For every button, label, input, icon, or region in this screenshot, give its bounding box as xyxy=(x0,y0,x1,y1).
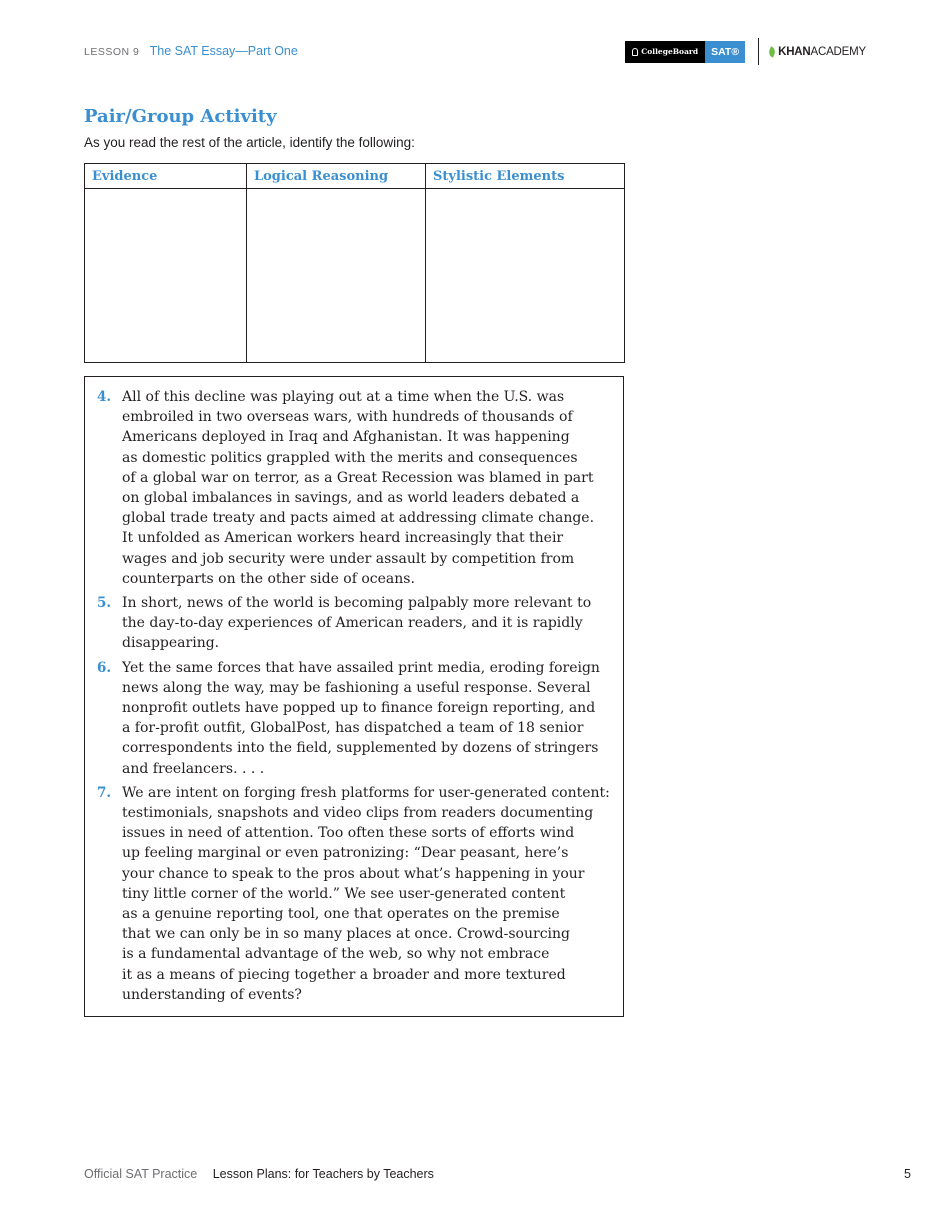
sat-logo: SAT® xyxy=(705,41,745,63)
section-title: Pair/Group Activity xyxy=(84,106,277,127)
text-line: wages and job security were under assault by competition from xyxy=(122,550,575,567)
brand-logos xyxy=(625,38,866,65)
text-line: Yet the same forces that have assailed print media, eroding foreign xyxy=(122,659,600,676)
evidence-cell[interactable] xyxy=(85,189,247,363)
text-line: news along the way, may be fashioning a useful response. Several xyxy=(122,679,591,696)
table-row xyxy=(85,189,625,363)
paragraph-text xyxy=(122,387,594,589)
paragraph-number: 4. xyxy=(97,389,112,405)
column-header-logical-reasoning: Logical Reasoning xyxy=(247,164,426,189)
academy-logo-text: ACADEMY xyxy=(810,45,866,58)
khan-logo-text: KHAN xyxy=(778,45,811,58)
column-header-stylistic-elements: Stylistic Elements xyxy=(426,164,625,189)
article-paragraph-6 xyxy=(97,658,615,779)
page-footer xyxy=(84,1167,434,1181)
text-line: a for-profit outfit, GlobalPost, has dispatched a team of 18 senior xyxy=(122,720,584,737)
text-line: Americans deployed in Iraq and Afghanistan. It was happening xyxy=(122,429,570,446)
lesson-title: The SAT Essay—Part One xyxy=(149,44,298,58)
text-line: is a fundamental advantage of the web, so why not embrace xyxy=(122,946,550,963)
collegeboard-logo xyxy=(625,41,705,63)
article-paragraph-7 xyxy=(97,783,615,1005)
logical-reasoning-cell[interactable] xyxy=(247,189,426,363)
text-line: In short, news of the world is becoming palpably more relevant to xyxy=(122,595,592,612)
text-line: correspondents into the field, supplemented by dozens of stringers xyxy=(122,740,599,757)
activity-table xyxy=(84,163,625,363)
paragraph-number: 7. xyxy=(97,784,112,801)
text-line: embroiled in two overseas wars, with hundreds of thousands of xyxy=(122,409,573,426)
text-line: testimonials, snapshots and video clips from readers documenting xyxy=(122,805,594,822)
footer-left-text: Official SAT Practice xyxy=(84,1167,198,1181)
text-line: of a global war on terror, as a Great Recession was blamed in part xyxy=(122,469,594,486)
paragraph-number: 5. xyxy=(97,595,112,612)
collegeboard-logo-text: CollegeBoard xyxy=(641,47,699,56)
column-header-evidence: Evidence xyxy=(85,164,247,189)
text-line: issues in need of attention. Too often these sorts of efforts wind xyxy=(122,825,575,842)
page-number: 5 xyxy=(904,1167,911,1181)
text-line: understanding of events? xyxy=(122,986,302,1003)
khan-academy-logo xyxy=(769,46,866,58)
text-line: global trade treaty and pacts aimed at addressing climate change. xyxy=(122,510,595,527)
paragraph-text xyxy=(122,783,610,1005)
acorn-icon xyxy=(632,48,638,56)
text-line: your chance to speak to the pros about what’s happening in your xyxy=(122,865,585,882)
text-line: the day-to-day experiences of American readers, and it is rapidly xyxy=(122,615,583,632)
paragraph-text xyxy=(122,658,600,779)
logo-divider xyxy=(758,38,759,65)
footer-right-text: Lesson Plans: for Teachers by Teachers xyxy=(212,1167,434,1181)
text-line: up feeling marginal or even patronizing: “Dear peasant, here’s xyxy=(122,845,569,862)
collegeboard-sat-logo xyxy=(625,41,745,63)
text-line: All of this decline was playing out at a time when the U.S. was xyxy=(122,389,565,405)
text-line: counterparts on the other side of oceans. xyxy=(122,570,415,587)
paragraph-number: 6. xyxy=(97,659,112,676)
text-line: disappearing. xyxy=(122,635,220,652)
text-line: as a genuine reporting tool, one that operates on the premise xyxy=(122,906,560,923)
text-line: on global imbalances in savings, and as world leaders debated a xyxy=(122,490,580,507)
text-line: tiny little corner of the world.” We see user-generated content xyxy=(122,885,566,902)
paragraph-text xyxy=(122,593,591,654)
activity-instructions: As you read the rest of the article, identify the following: xyxy=(84,135,415,150)
text-line: that we can only be in so many places at once. Crowd-sourcing xyxy=(122,926,570,943)
article-paragraph-5 xyxy=(97,593,615,654)
text-line: and freelancers. . . . xyxy=(122,760,265,777)
article-paragraph-4 xyxy=(97,387,615,589)
lesson-header xyxy=(84,44,298,58)
text-line: it as a means of piecing together a broader and more textured xyxy=(122,966,566,983)
stylistic-elements-cell[interactable] xyxy=(426,189,625,363)
text-line: It unfolded as American workers heard increasingly that their xyxy=(122,530,564,547)
article-excerpt-box xyxy=(84,376,624,1017)
text-line: nonprofit outlets have popped up to finance foreign reporting, and xyxy=(122,700,596,717)
table-header-row xyxy=(85,164,625,189)
text-line: as domestic politics grappled with the merits and consequences xyxy=(122,449,578,466)
lesson-number: LESSON 9 xyxy=(84,46,140,58)
text-line: We are intent on forging fresh platforms for user-generated content: xyxy=(122,784,610,801)
leaf-icon xyxy=(767,46,776,58)
